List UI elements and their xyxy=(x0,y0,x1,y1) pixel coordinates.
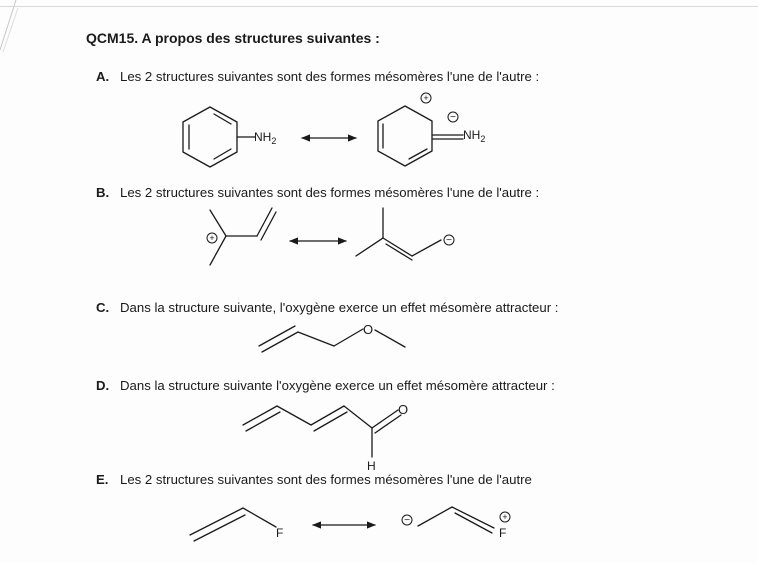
fluoronium-structure xyxy=(418,507,494,533)
item-c-text: Dans la structure suivante, l'oxygène exerce un effet mésomère attracteur : xyxy=(120,300,559,315)
oxygen-label: O xyxy=(363,322,374,337)
nh2-label: $NH_2$ xyxy=(254,130,277,146)
item-a-letter: A. xyxy=(96,69,110,84)
fluorine-label: F xyxy=(499,526,507,540)
fluorine-label: F xyxy=(276,526,284,540)
item-a-text: Les 2 structures suivantes sont des formes mésomères l'une de l'autre : xyxy=(120,69,540,84)
hydrogen-label: H xyxy=(367,459,376,473)
plus-charge: + xyxy=(209,233,215,243)
nh2-label: $NH_2$ xyxy=(463,128,486,144)
minus-charge: − xyxy=(450,112,456,123)
minus-charge: − xyxy=(446,235,452,246)
item-e-letter: E. xyxy=(96,472,109,487)
allyl-ether-structure xyxy=(259,326,405,352)
item-b-text: Les 2 structures suivantes sont des formes mésomères l'une de l'autre : xyxy=(120,185,540,200)
aniline-structure xyxy=(183,107,255,167)
item-d-letter: D. xyxy=(96,378,110,393)
allylic-anion-structure xyxy=(356,208,441,260)
plus-charge: + xyxy=(423,93,429,103)
item-c-letter: C. xyxy=(96,300,110,315)
question-title: QCM15. A propos des structures suivantes : xyxy=(86,30,380,46)
minus-charge: − xyxy=(404,515,410,526)
item-d-text: Dans la structure suivante l'oxygène exerce un effet mésomère attracteur : xyxy=(120,378,555,393)
allylic-cation-structure xyxy=(210,208,276,265)
vinyl-fluoride-structure xyxy=(190,508,276,541)
oxygen-label: O xyxy=(398,402,409,417)
item-e-text: Les 2 structures suivantes sont des formes mésomères l'une de l'autre xyxy=(120,472,532,487)
dienal-structure xyxy=(243,406,401,457)
plus-charge: + xyxy=(502,512,508,522)
item-b-letter: B. xyxy=(96,185,110,200)
